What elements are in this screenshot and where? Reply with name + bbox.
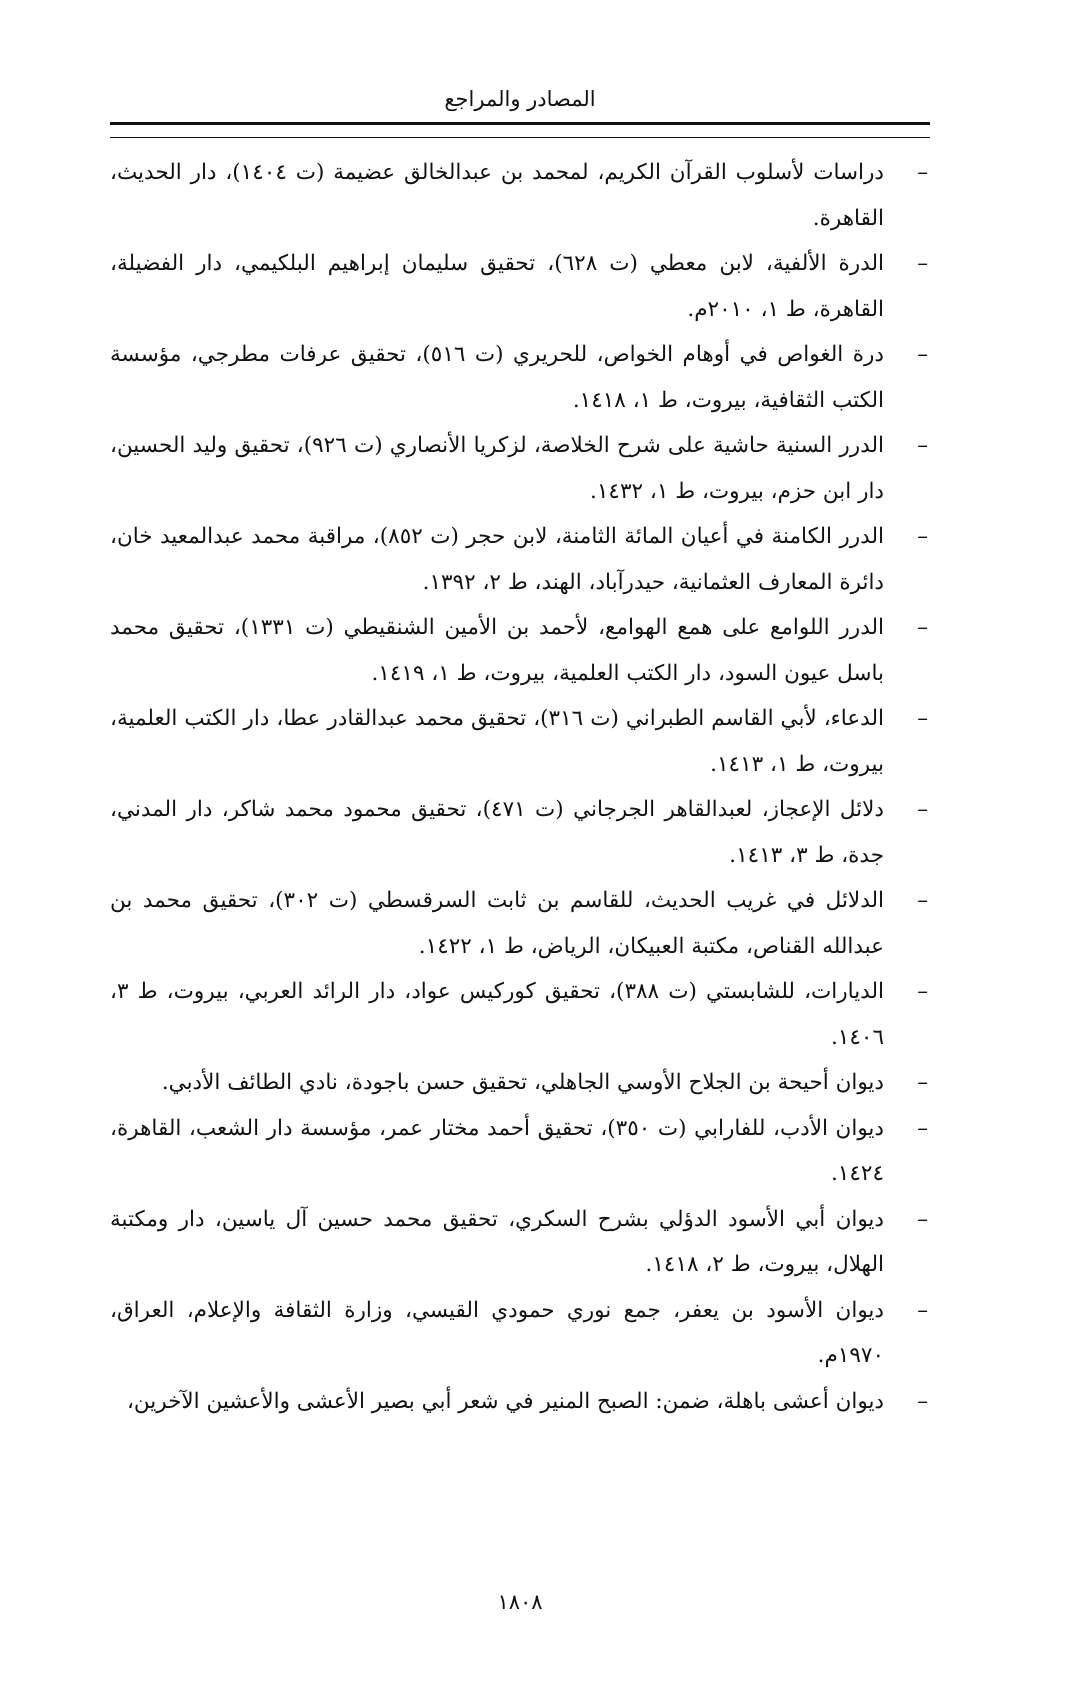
page-number: ١٨٠٨ xyxy=(497,1590,543,1614)
entry-text: ديوان أعشى باهلة، ضمن: الصبح المنير في شعر أبي بصير الأعشى والأعشين الآخرين، xyxy=(126,1388,884,1414)
bibliography-entry xyxy=(110,1106,930,1197)
entry-text: الدعاء، لأبي القاسم الطبراني (ت ٣١٦)، تحقيق محمد عبدالقادر عطا، دار الكتب العلمية، بيروت، ط ١، ١٤١٣. xyxy=(110,706,884,777)
entry-text: دراسات لأسلوب القرآن الكريم، لمحمد بن عبدالخالق عضيمة (ت ١٤٠٤)، دار الحديث، القاهرة. xyxy=(110,160,884,231)
bibliography-entry xyxy=(110,696,930,787)
entry-text: الدلائل في غريب الحديث، للقاسم بن ثابت السرقسطي (ت ٣٠٢)، تحقيق محمد بن عبدالله القناص، مكتبة العبيكان، الرياض، ط ١، ١٤٢٢. xyxy=(110,888,884,959)
bibliography-entry xyxy=(110,878,930,969)
entry-dash: – xyxy=(917,1206,928,1232)
entry-text: الدرر اللوامع على همع الهوامع، لأحمد بن الأمين الشنقيطي (ت ١٣٣١)، تحقيق محمد باسل عيون السود، دار الكتب العلمية، بيروت، ط ١، ١٤١٩. xyxy=(110,615,885,686)
entry-dash: – xyxy=(917,797,928,822)
entry-dash: – xyxy=(917,251,928,276)
entry-dash: – xyxy=(917,433,928,458)
entry-dash: – xyxy=(917,888,928,913)
entry-dash: – xyxy=(917,1115,928,1141)
bibliography-entry xyxy=(110,1379,930,1425)
entry-text: الدرة الألفية، لابن معطي (ت ٦٢٨)، تحقيق سليمان إبراهيم البلكيمي، دار الفضيلة، القاهرة، ط ١، ٢٠١٠م. xyxy=(110,251,884,322)
entry-text: ديوان الأسود بن يعفر، جمع نوري حمودي القيسي، وزارة الثقافة والإعلام، العراق، ١٩٧٠م. xyxy=(110,1297,884,1368)
bibliography-entry xyxy=(110,150,930,241)
entry-text: دلائل الإعجاز، لعبدالقاهر الجرجاني (ت ٤٧١)، تحقيق محمود محمد شاكر، دار المدني، جدة، ط ٣، ١٤١٣. xyxy=(110,797,884,868)
entry-dash: – xyxy=(917,1297,928,1323)
entry-dash: – xyxy=(917,979,928,1004)
bibliography-entry xyxy=(110,423,930,514)
entry-dash: – xyxy=(917,342,928,367)
header-rule-thin xyxy=(110,137,930,138)
entry-text: الديارات، للشابستي (ت ٣٨٨)، تحقيق كوركيس عواد، دار الرائد العربي، بيروت، ط ٣، ١٤٠٦. xyxy=(110,979,884,1050)
bibliography-entry xyxy=(110,332,930,423)
entry-dash: – xyxy=(917,1070,928,1095)
entry-text: ديوان أحيحة بن الجلاح الأوسي الجاهلي، تحقيق حسن باجودة، نادي الطائف الأدبي. xyxy=(161,1070,884,1095)
entry-dash: – xyxy=(917,160,928,185)
entry-text: الدرر السنية حاشية على شرح الخلاصة، لزكريا الأنصاري (ت ٩٢٦)، تحقيق وليد الحسين، دار ابن حزم، بيروت، ط ١، ١٤٣٢. xyxy=(110,433,884,504)
bibliography-entry xyxy=(110,241,930,332)
entry-text: ديوان الأدب، للفارابي (ت ٣٥٠)، تحقيق أحمد مختار عمر، مؤسسة دار الشعب، القاهرة، ١٤٢٤. xyxy=(110,1115,884,1186)
bibliography-list xyxy=(110,150,930,1424)
bibliography-entry xyxy=(110,1060,930,1106)
bibliography-entry xyxy=(110,1197,930,1288)
entry-dash: – xyxy=(917,615,928,640)
bibliography-entry xyxy=(110,969,930,1060)
entry-text: درة الغواص في أوهام الخواص، للحريري (ت ٥١٦)، تحقيق عرفات مطرجي، مؤسسة الكتب الثقافية، بيروت، ط ١، ١٤١٨. xyxy=(110,342,884,413)
entry-dash: – xyxy=(917,524,928,549)
entry-text: ديوان أبي الأسود الدؤلي بشرح السكري، تحقيق محمد حسين آل ياسين، دار ومكتبة الهلال، بيروت، ط ٢، ١٤١٨. xyxy=(110,1206,884,1277)
running-header-title: المصادر والمراجع xyxy=(444,87,596,111)
entry-dash: – xyxy=(917,706,928,731)
header-rule-thick xyxy=(110,122,930,125)
bibliography-entry xyxy=(110,514,930,605)
bibliography-entry xyxy=(110,787,930,878)
entry-dash: – xyxy=(917,1388,928,1414)
entry-text: الدرر الكامنة في أعيان المائة الثامنة، لابن حجر (ت ٨٥٢)، مراقبة محمد عبدالمعيد خان، دائرة المعارف العثمانية، حيدرآباد، الهند، ط ٢، ١٣٩٢. xyxy=(110,524,884,595)
bibliography-entry xyxy=(110,1288,930,1379)
bibliography-entry xyxy=(110,605,930,696)
